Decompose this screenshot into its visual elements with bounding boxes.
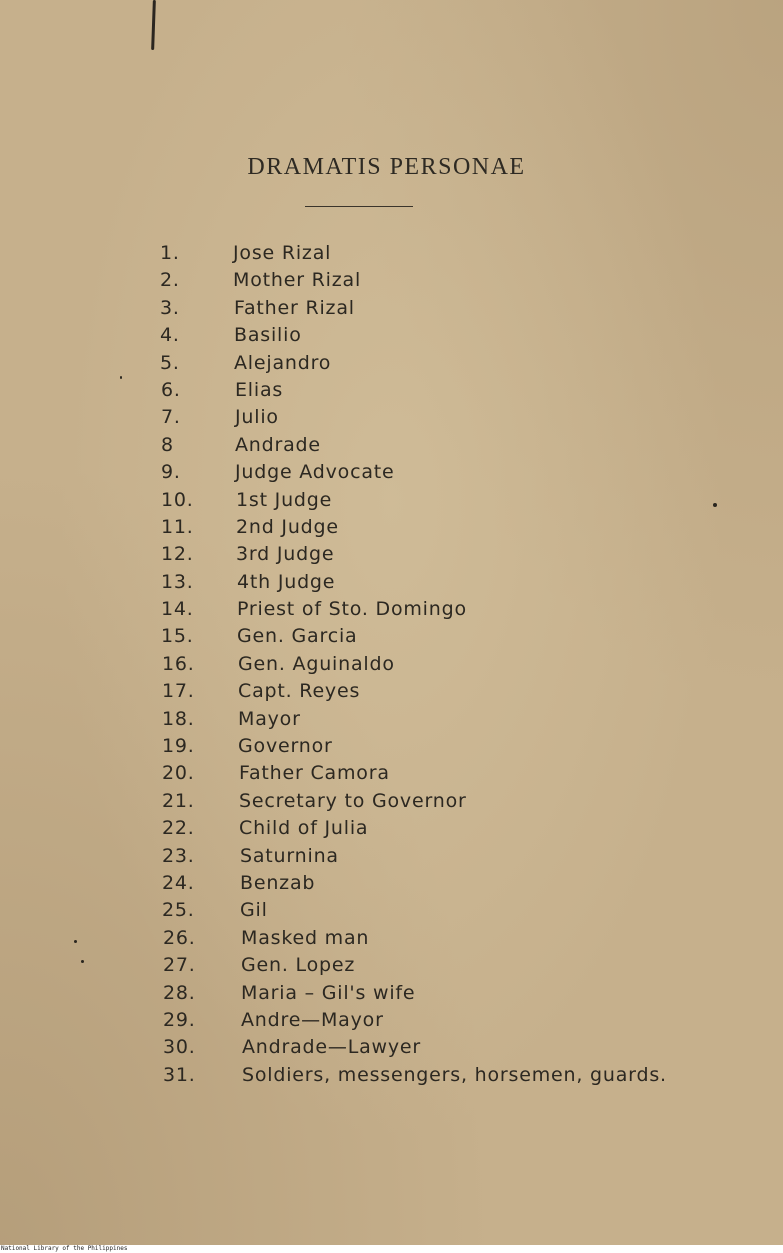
- cast-role: Mother Rizal: [233, 269, 362, 292]
- cast-number: 23.: [162, 844, 195, 867]
- cast-number: 26.: [163, 926, 196, 949]
- cast-number: 2.: [160, 269, 180, 292]
- page-title: DRAMATIS PERSONAE: [247, 154, 526, 180]
- cast-role: Andrade—Lawyer: [242, 1036, 422, 1059]
- cast-role: Governor: [238, 735, 333, 758]
- cast-role: Benzab: [240, 871, 316, 894]
- cast-role: Gen. Aguinaldo: [238, 652, 395, 675]
- cast-number: 14.: [161, 598, 194, 621]
- cast-role: Soldiers, messengers, horsemen, guards.: [242, 1063, 667, 1086]
- cast-row: [0, 541, 783, 568]
- cast-number: 18.: [162, 707, 195, 730]
- cast-role: Capt. Reyes: [238, 680, 361, 703]
- cast-row: [0, 733, 783, 760]
- cast-role: Father Camora: [239, 762, 390, 785]
- cast-role: Masked man: [241, 926, 370, 949]
- cast-list: [0, 240, 783, 1089]
- cast-number: 16.: [162, 652, 195, 675]
- cast-role: Elias: [235, 378, 284, 401]
- library-footer: National Library of the Philippines: [0, 1245, 783, 1253]
- cast-role: Child of Julia: [239, 817, 369, 840]
- cast-row: [0, 815, 783, 842]
- cast-row: [0, 596, 783, 623]
- cast-number: 20.: [162, 762, 195, 785]
- cast-number: 24.: [162, 871, 195, 894]
- cast-role: Gen. Garcia: [237, 625, 358, 648]
- cast-role: Father Rizal: [234, 296, 355, 319]
- cast-role: Alejandro: [234, 351, 332, 374]
- cast-role: Gil: [240, 899, 268, 922]
- title-rule: [305, 206, 413, 207]
- cast-number: 22.: [162, 817, 195, 840]
- cast-number: 8: [161, 433, 174, 456]
- cast-role: Basilio: [234, 324, 302, 347]
- cast-row: [0, 240, 783, 267]
- cast-role: 3rd Judge: [236, 543, 335, 566]
- cast-row: [0, 925, 783, 952]
- cast-number: 1.: [160, 242, 180, 264]
- cast-role: Judge Advocate: [235, 461, 395, 484]
- cast-number: 31.: [163, 1063, 196, 1086]
- cast-row: [0, 322, 783, 349]
- cast-role: Gen. Lopez: [241, 954, 356, 977]
- cast-row: [0, 678, 783, 705]
- cast-row: [0, 651, 783, 678]
- cast-role: 4th Judge: [237, 570, 336, 593]
- cast-row: [0, 295, 783, 322]
- cast-row: [0, 1034, 783, 1061]
- cast-number: 10.: [161, 488, 194, 511]
- cast-row: [0, 404, 783, 431]
- cast-number: 13.: [161, 570, 194, 593]
- cast-role: Mayor: [238, 707, 301, 730]
- cast-number: 29.: [163, 1008, 196, 1031]
- cast-number: 3.: [160, 296, 180, 319]
- cast-role: Andrade: [235, 433, 321, 456]
- cast-number: 21.: [162, 789, 195, 812]
- cast-number: 12.: [161, 543, 194, 566]
- cast-row: [0, 487, 783, 514]
- cast-role: Saturnina: [240, 844, 339, 867]
- cast-row: [0, 870, 783, 897]
- cast-row: [0, 706, 783, 733]
- cast-number: 17.: [162, 680, 195, 703]
- cast-row: [0, 1062, 783, 1089]
- cast-row: [0, 350, 783, 377]
- cast-number: 19.: [162, 735, 195, 758]
- cast-number: 11.: [161, 515, 194, 538]
- cast-role: Maria – Gil's wife: [241, 981, 416, 1004]
- cast-number: 4.: [160, 324, 180, 347]
- cast-number: 6.: [161, 378, 181, 401]
- cast-role: Andre—Mayor: [241, 1008, 384, 1031]
- binding-mark: [151, 0, 156, 50]
- cast-number: 7.: [161, 406, 181, 429]
- cast-row: [0, 569, 783, 596]
- cast-number: 9.: [161, 461, 181, 484]
- cast-role: 2nd Judge: [236, 515, 339, 538]
- cast-role: Julio: [235, 406, 279, 429]
- cast-row: [0, 623, 783, 650]
- cast-number: 28.: [163, 981, 196, 1004]
- cast-row: [0, 267, 783, 294]
- cast-row: [0, 980, 783, 1007]
- cast-row: [0, 459, 783, 486]
- cast-row: [0, 843, 783, 870]
- cast-row: [0, 952, 783, 979]
- cast-number: 15.: [161, 625, 194, 648]
- cast-role: Secretary to Governor: [239, 789, 467, 812]
- cast-row: [0, 432, 783, 459]
- cast-number: 5.: [160, 351, 180, 374]
- cast-row: [0, 377, 783, 404]
- cast-row: [0, 897, 783, 924]
- cast-role: 1st Judge: [236, 488, 333, 511]
- cast-number: 25.: [162, 899, 195, 922]
- cast-row: [0, 760, 783, 787]
- cast-row: [0, 1007, 783, 1034]
- cast-row: [0, 514, 783, 541]
- cast-role: Priest of Sto. Domingo: [237, 598, 467, 621]
- cast-number: 27.: [163, 954, 196, 977]
- cast-role: Jose Rizal: [233, 242, 332, 264]
- cast-row: [0, 788, 783, 815]
- cast-number: 30.: [163, 1036, 196, 1059]
